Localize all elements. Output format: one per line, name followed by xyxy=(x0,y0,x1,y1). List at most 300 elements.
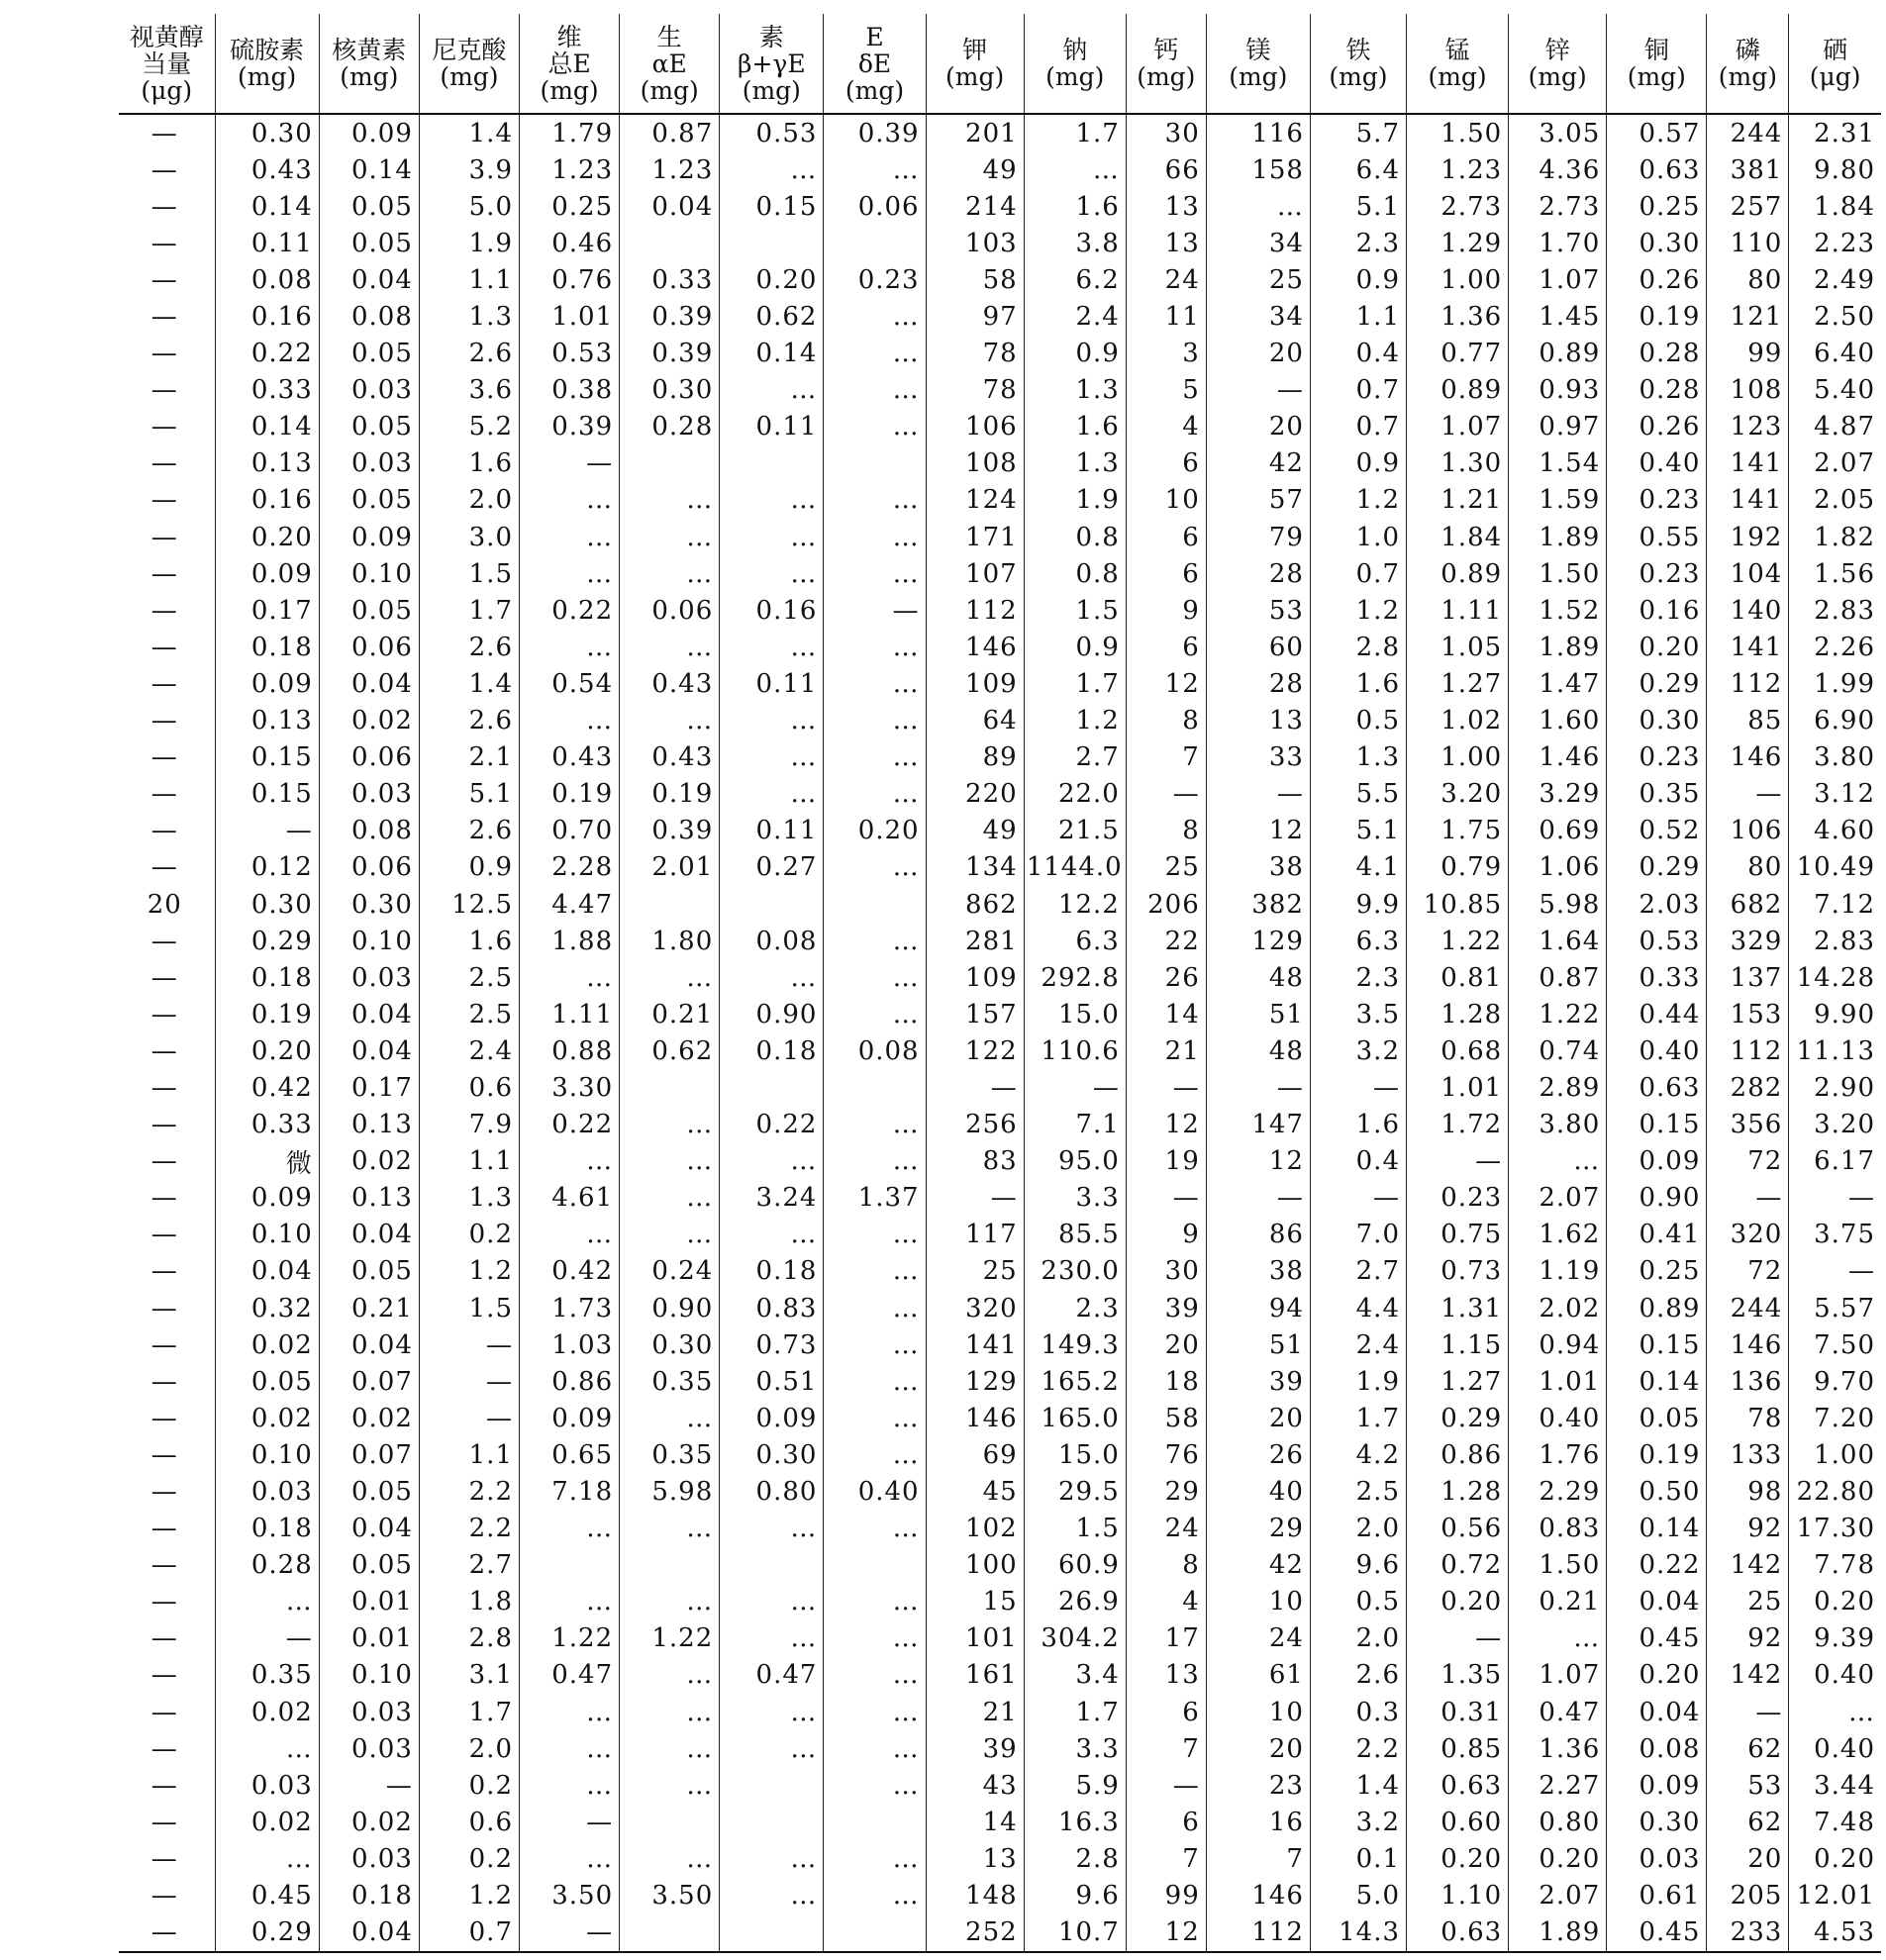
table-cell: 252 xyxy=(926,1914,1024,1952)
column-header-line: 磷 xyxy=(1735,36,1760,64)
table-cell: 3.75 xyxy=(1789,1217,1881,1253)
table-cell: 3.3 xyxy=(1024,1730,1126,1767)
table-cell: … xyxy=(520,1511,620,1547)
table-cell: 0.39 xyxy=(620,298,720,335)
table-row xyxy=(119,665,1881,702)
table-cell: 0.29 xyxy=(1607,665,1707,702)
table-cell: 53 xyxy=(1206,592,1310,629)
table-cell: 0.04 xyxy=(319,996,419,1032)
table-cell: 381 xyxy=(1707,151,1789,188)
table-cell xyxy=(720,886,824,923)
table-cell: 6.3 xyxy=(1024,923,1126,959)
table-cell: 123 xyxy=(1707,409,1789,445)
table-cell: 16 xyxy=(1206,1804,1310,1840)
table-cell: 20 xyxy=(147,889,182,920)
table-cell: — xyxy=(150,1329,178,1360)
table-cell: 0.29 xyxy=(215,1914,319,1952)
table-cell: … xyxy=(824,959,926,996)
table-cell: 3.50 xyxy=(620,1878,720,1914)
table-row xyxy=(119,703,1881,739)
table-cell: 34 xyxy=(1206,298,1310,335)
table-cell: 1.10 xyxy=(1407,1878,1509,1914)
column-header-line: 镁 xyxy=(1245,36,1271,64)
column-header-line: (mg) xyxy=(1229,62,1288,91)
table-cell: 7.48 xyxy=(1789,1804,1881,1840)
table-cell: 281 xyxy=(926,923,1024,959)
table-cell: 1.4 xyxy=(419,114,519,151)
table-cell: … xyxy=(824,1400,926,1436)
column-header-line: (mg) xyxy=(1329,62,1388,91)
table-cell: 1.4 xyxy=(419,665,519,702)
table-cell: … xyxy=(824,519,926,555)
table-cell: … xyxy=(720,703,824,739)
table-cell: 1.2 xyxy=(1310,482,1406,519)
table-cell: 10 xyxy=(1126,482,1206,519)
table-cell: 2.4 xyxy=(1310,1326,1406,1363)
table-cell: 1.7 xyxy=(1024,1694,1126,1730)
table-cell: 1.27 xyxy=(1407,665,1509,702)
table-cell: 0.09 xyxy=(319,519,419,555)
table-cell: 25 xyxy=(1707,1584,1789,1620)
table-cell: — xyxy=(1707,1694,1789,1730)
column-header-line: (mg) xyxy=(1718,62,1777,91)
table-cell: 9.70 xyxy=(1789,1363,1881,1400)
table-cell: … xyxy=(520,1840,620,1877)
table-row xyxy=(119,776,1881,813)
table-cell: … xyxy=(1206,188,1310,225)
table-cell: 1144.0 xyxy=(1024,849,1126,886)
table-cell: — xyxy=(150,1733,178,1764)
table-cell: — xyxy=(150,999,178,1029)
table-cell xyxy=(620,1914,720,1952)
table-cell: 0.14 xyxy=(215,409,319,445)
column-header-line: αE xyxy=(651,49,687,78)
table-cell: 20 xyxy=(1206,409,1310,445)
table-cell: 0.02 xyxy=(319,1400,419,1436)
table-cell: 0.04 xyxy=(215,1253,319,1290)
column-header-line: δE xyxy=(857,49,892,78)
column-header xyxy=(1206,14,1310,114)
table-cell: 66 xyxy=(1126,151,1206,188)
table-cell: 0.88 xyxy=(520,1032,620,1069)
table-cell: 0.14 xyxy=(215,188,319,225)
table-cell: 2.07 xyxy=(1509,1180,1607,1217)
table-cell: … xyxy=(720,739,824,776)
table-cell: — xyxy=(1126,1767,1206,1804)
table-cell: 1.28 xyxy=(1407,1473,1509,1510)
table-cell: 0.23 xyxy=(1607,482,1707,519)
table-cell: 0.9 xyxy=(1024,336,1126,372)
table-cell: — xyxy=(150,375,178,406)
table-cell xyxy=(824,225,926,261)
table-cell: 2.5 xyxy=(419,959,519,996)
table-cell: 0.39 xyxy=(620,813,720,849)
table-cell: 136 xyxy=(1707,1363,1789,1400)
table-cell: 0.89 xyxy=(1509,336,1607,372)
table-cell: 134 xyxy=(926,849,1024,886)
table-cell: — xyxy=(150,1807,178,1837)
table-cell: 0.19 xyxy=(620,776,720,813)
table-cell: — xyxy=(150,522,178,552)
table-cell: 0.05 xyxy=(319,336,419,372)
table-cell: 9.90 xyxy=(1789,996,1881,1032)
table-cell: 0.26 xyxy=(1607,409,1707,445)
table-cell: 0.05 xyxy=(319,225,419,261)
table-cell: 92 xyxy=(1707,1620,1789,1657)
table-cell: 2.0 xyxy=(419,482,519,519)
table-cell: 3.80 xyxy=(1509,1107,1607,1143)
table-cell: — xyxy=(1024,1069,1126,1106)
column-header-line: 铜 xyxy=(1643,36,1669,64)
table-cell: 292.8 xyxy=(1024,959,1126,996)
table-cell: 1.9 xyxy=(1310,1363,1406,1400)
table-cell: 0.06 xyxy=(319,739,419,776)
table-cell: … xyxy=(620,482,720,519)
table-cell: 0.15 xyxy=(1607,1107,1707,1143)
table-cell: 14.28 xyxy=(1789,959,1881,996)
table-cell: 112 xyxy=(1707,665,1789,702)
table-cell: … xyxy=(824,409,926,445)
table-cell: … xyxy=(720,555,824,592)
table-cell: … xyxy=(720,1840,824,1877)
column-header-line: 硫胺素 xyxy=(230,36,305,64)
table-cell: 153 xyxy=(1707,996,1789,1032)
table-cell: … xyxy=(620,519,720,555)
column-header xyxy=(1789,14,1881,114)
table-cell: 0.03 xyxy=(319,776,419,813)
table-cell: 29.5 xyxy=(1024,1473,1126,1510)
table-cell: 137 xyxy=(1707,959,1789,996)
table-cell: — xyxy=(150,595,178,626)
table-cell: 146 xyxy=(926,629,1024,665)
table-cell: 157 xyxy=(926,996,1024,1032)
table-cell: — xyxy=(1310,1069,1406,1106)
table-cell: 0.87 xyxy=(1509,959,1607,996)
table-cell: 104 xyxy=(1707,555,1789,592)
table-cell: 5.5 xyxy=(1310,776,1406,813)
table-cell: 0.32 xyxy=(215,1290,319,1326)
table-cell: 108 xyxy=(1707,372,1789,409)
table-cell: 13 xyxy=(1126,188,1206,225)
table-cell: — xyxy=(150,191,178,222)
table-cell: 146 xyxy=(1707,739,1789,776)
table-row xyxy=(119,923,1881,959)
table-cell: 0.40 xyxy=(824,1473,926,1510)
table-cell: 2.0 xyxy=(419,1730,519,1767)
table-cell: 4.47 xyxy=(520,886,620,923)
table-cell: 7.9 xyxy=(419,1107,519,1143)
table-cell: 2.8 xyxy=(1310,629,1406,665)
table-cell: 0.7 xyxy=(1310,555,1406,592)
table-cell: 0.24 xyxy=(620,1253,720,1290)
table-cell: 230.0 xyxy=(1024,1253,1126,1290)
table-cell: 0.09 xyxy=(319,114,419,151)
column-header-line: 铁 xyxy=(1345,36,1371,64)
table-cell: — xyxy=(150,706,178,736)
table-cell: 1.46 xyxy=(1509,739,1607,776)
table-cell: 1.11 xyxy=(520,996,620,1032)
column-header xyxy=(319,14,419,114)
column-header-line: 钾 xyxy=(962,36,988,64)
table-cell: 0.13 xyxy=(319,1180,419,1217)
table-cell: 0.05 xyxy=(319,1547,419,1584)
table-cell: 3.2 xyxy=(1310,1032,1406,1069)
table-cell: 8 xyxy=(1126,703,1206,739)
table-cell: 2.5 xyxy=(1310,1473,1406,1510)
table-cell: 1.05 xyxy=(1407,629,1509,665)
table-cell: 3.44 xyxy=(1789,1767,1881,1804)
table-cell: 201 xyxy=(926,114,1024,151)
table-cell: 6.3 xyxy=(1310,923,1406,959)
table-cell: 7.12 xyxy=(1789,886,1881,923)
table-cell: 22.0 xyxy=(1024,776,1126,813)
column-header-line: E xyxy=(865,22,884,51)
table-cell: 0.20 xyxy=(824,813,926,849)
table-cell: 2.01 xyxy=(620,849,720,886)
table-cell: 2.8 xyxy=(419,1620,519,1657)
table-cell: 0.20 xyxy=(1407,1840,1509,1877)
table-cell: — xyxy=(150,1035,178,1066)
table-cell: 102 xyxy=(926,1511,1024,1547)
table-cell: 0.19 xyxy=(520,776,620,813)
table-cell: 0.04 xyxy=(620,188,720,225)
table-cell: 5.2 xyxy=(419,409,519,445)
table-cell: 0.94 xyxy=(1509,1326,1607,1363)
table-cell: 0.08 xyxy=(215,261,319,298)
table-cell: 0.22 xyxy=(520,592,620,629)
table-cell: 3.9 xyxy=(419,151,519,188)
table-cell: 14 xyxy=(1126,996,1206,1032)
table-cell: 1.7 xyxy=(1024,114,1126,151)
table-cell: … xyxy=(215,1730,319,1767)
table-cell: 0.87 xyxy=(620,114,720,151)
table-cell: 1.06 xyxy=(1509,849,1607,886)
table-cell: 1.07 xyxy=(1407,409,1509,445)
table-cell: 682 xyxy=(1707,886,1789,923)
table-cell: 42 xyxy=(1206,445,1310,482)
table-cell: 13 xyxy=(1206,703,1310,739)
table-cell: 141 xyxy=(1707,482,1789,519)
table-row xyxy=(119,1473,1881,1510)
table-cell: 8 xyxy=(1126,813,1206,849)
table-cell xyxy=(620,886,720,923)
table-cell: 0.83 xyxy=(720,1290,824,1326)
table-cell: 282 xyxy=(1707,1069,1789,1106)
table-cell: 15 xyxy=(926,1584,1024,1620)
table-cell: 9 xyxy=(1126,1217,1206,1253)
table-cell: — xyxy=(150,1660,178,1691)
table-cell: … xyxy=(520,1584,620,1620)
table-row xyxy=(119,261,1881,298)
table-cell: 0.18 xyxy=(720,1032,824,1069)
table-cell: 2.02 xyxy=(1509,1290,1607,1326)
table-cell: 2.07 xyxy=(1509,1878,1607,1914)
table-cell: 29 xyxy=(1206,1511,1310,1547)
table-cell: 161 xyxy=(926,1657,1024,1694)
table-cell: 1.80 xyxy=(620,923,720,959)
table-cell: 0.3 xyxy=(1310,1694,1406,1730)
table-cell: 0.16 xyxy=(1607,592,1707,629)
table-cell: 0.10 xyxy=(319,923,419,959)
table-cell: 25 xyxy=(926,1253,1024,1290)
table-cell: — xyxy=(119,1914,215,1952)
table-cell: — xyxy=(1126,1069,1206,1106)
table-cell: … xyxy=(520,482,620,519)
table-cell: … xyxy=(824,849,926,886)
table-cell: 30 xyxy=(1126,1253,1206,1290)
table-cell: 9.39 xyxy=(1789,1620,1881,1657)
table-cell: — xyxy=(1789,1180,1881,1217)
table-cell: 0.57 xyxy=(1607,114,1707,151)
table-cell: 0.03 xyxy=(319,1730,419,1767)
table-cell: 1.5 xyxy=(419,555,519,592)
table-cell xyxy=(824,1804,926,1840)
table-cell: 1.6 xyxy=(419,923,519,959)
table-cell: … xyxy=(824,1107,926,1143)
table-cell: 0.81 xyxy=(1407,959,1509,996)
table-cell: 112 xyxy=(926,592,1024,629)
table-cell: 0.10 xyxy=(319,1657,419,1694)
table-cell: 0.29 xyxy=(1607,849,1707,886)
table-cell: 5.0 xyxy=(1310,1878,1406,1914)
table-cell: 80 xyxy=(1707,849,1789,886)
table-cell: 142 xyxy=(1707,1657,1789,1694)
table-cell: 103 xyxy=(926,225,1024,261)
table-cell: … xyxy=(520,555,620,592)
table-cell: 0.14 xyxy=(1607,1363,1707,1400)
table-cell: 12 xyxy=(1126,1107,1206,1143)
table-cell: 20 xyxy=(1707,1840,1789,1877)
table-cell: 233 xyxy=(1707,1914,1789,1952)
column-header xyxy=(119,14,215,114)
table-cell xyxy=(720,1547,824,1584)
table-cell: 26.9 xyxy=(1024,1584,1126,1620)
table-row xyxy=(119,1180,1881,1217)
table-cell: — xyxy=(926,1180,1024,1217)
table-cell: 146 xyxy=(1707,1326,1789,1363)
table-cell: 12 xyxy=(1206,813,1310,849)
table-cell: 34 xyxy=(1206,225,1310,261)
table-cell: 0.05 xyxy=(319,188,419,225)
table-cell: 24 xyxy=(1126,261,1206,298)
table-cell: 0.04 xyxy=(319,1217,419,1253)
table-cell: … xyxy=(824,1253,926,1290)
table-cell: 22.80 xyxy=(1789,1473,1881,1510)
table-cell: — xyxy=(1206,372,1310,409)
table-cell: 5.98 xyxy=(620,1473,720,1510)
table-cell: 1.00 xyxy=(1789,1436,1881,1473)
table-row xyxy=(119,1363,1881,1400)
table-cell: 2.4 xyxy=(1024,298,1126,335)
table-cell: 1.22 xyxy=(1509,996,1607,1032)
table-row xyxy=(119,445,1881,482)
table-cell: 0.30 xyxy=(1607,225,1707,261)
table-cell: 0.26 xyxy=(1607,261,1707,298)
table-cell: 5.1 xyxy=(419,776,519,813)
table-cell: 0.30 xyxy=(1607,703,1707,739)
table-cell: 0.23 xyxy=(1607,555,1707,592)
table-cell: 0.47 xyxy=(520,1657,620,1694)
table-cell: 0.89 xyxy=(1407,555,1509,592)
table-cell: — xyxy=(520,1804,620,1840)
table-cell: 0.73 xyxy=(1407,1253,1509,1290)
table-cell: … xyxy=(620,703,720,739)
table-cell: 0.40 xyxy=(1607,1032,1707,1069)
table-cell: 1.22 xyxy=(520,1620,620,1657)
table-cell: … xyxy=(824,1620,926,1657)
table-cell: 2.6 xyxy=(419,629,519,665)
table-row xyxy=(119,519,1881,555)
table-row xyxy=(119,555,1881,592)
table-cell: … xyxy=(1789,1694,1881,1730)
table-cell: 0.53 xyxy=(720,114,824,151)
table-cell: 0.05 xyxy=(215,1363,319,1400)
table-cell: 2.49 xyxy=(1789,261,1881,298)
table-cell: 6 xyxy=(1126,1804,1206,1840)
table-cell: … xyxy=(720,776,824,813)
table-cell: … xyxy=(824,776,926,813)
table-cell: 13 xyxy=(926,1840,1024,1877)
table-cell: 0.23 xyxy=(824,261,926,298)
table-cell: … xyxy=(720,1620,824,1657)
table-row xyxy=(119,813,1881,849)
table-cell: 15.0 xyxy=(1024,996,1126,1032)
table-cell: — xyxy=(150,1110,178,1140)
table-cell: … xyxy=(620,1584,720,1620)
column-header xyxy=(1310,14,1406,114)
table-cell: 1.9 xyxy=(419,225,519,261)
table-cell: 38 xyxy=(1206,1253,1310,1290)
table-cell: 51 xyxy=(1206,996,1310,1032)
table-cell: … xyxy=(620,1143,720,1180)
table-cell: 165.2 xyxy=(1024,1363,1126,1400)
table-cell: 1.3 xyxy=(1024,445,1126,482)
table-cell: … xyxy=(720,372,824,409)
table-cell: 0.09 xyxy=(215,1180,319,1217)
table-cell: 0.15 xyxy=(720,188,824,225)
table-cell: 1.7 xyxy=(1310,1400,1406,1436)
table-cell: 0.15 xyxy=(1607,1326,1707,1363)
table-cell: 1.15 xyxy=(1407,1326,1509,1363)
table-cell: 0.5 xyxy=(1310,703,1406,739)
table-cell: 0.62 xyxy=(620,1032,720,1069)
table-cell xyxy=(824,1547,926,1584)
table-cell: — xyxy=(150,1256,178,1287)
table-cell: 19 xyxy=(1126,1143,1206,1180)
table-cell: 0.11 xyxy=(215,225,319,261)
table-cell: … xyxy=(720,1217,824,1253)
table-cell: … xyxy=(720,482,824,519)
table-cell: 1.31 xyxy=(1407,1290,1509,1326)
table-cell: — xyxy=(1126,776,1206,813)
table-row xyxy=(119,1290,1881,1326)
table-cell: 0.31 xyxy=(1407,1694,1509,1730)
table-cell: … xyxy=(215,1840,319,1877)
table-cell: 0.90 xyxy=(1607,1180,1707,1217)
table-cell: 146 xyxy=(926,1400,1024,1436)
table-cell: 1.2 xyxy=(1024,703,1126,739)
table-cell: 165.0 xyxy=(1024,1400,1126,1436)
table-cell: … xyxy=(824,1436,926,1473)
table-cell: 0.33 xyxy=(1607,959,1707,996)
table-cell: 205 xyxy=(1707,1878,1789,1914)
table-cell: 0.22 xyxy=(520,1107,620,1143)
table-cell: 16.3 xyxy=(1024,1804,1126,1840)
table-cell: 0.30 xyxy=(215,114,319,151)
table-cell: 40 xyxy=(1206,1473,1310,1510)
table-cell: 11.13 xyxy=(1789,1032,1881,1069)
table-cell: 0.45 xyxy=(1607,1620,1707,1657)
